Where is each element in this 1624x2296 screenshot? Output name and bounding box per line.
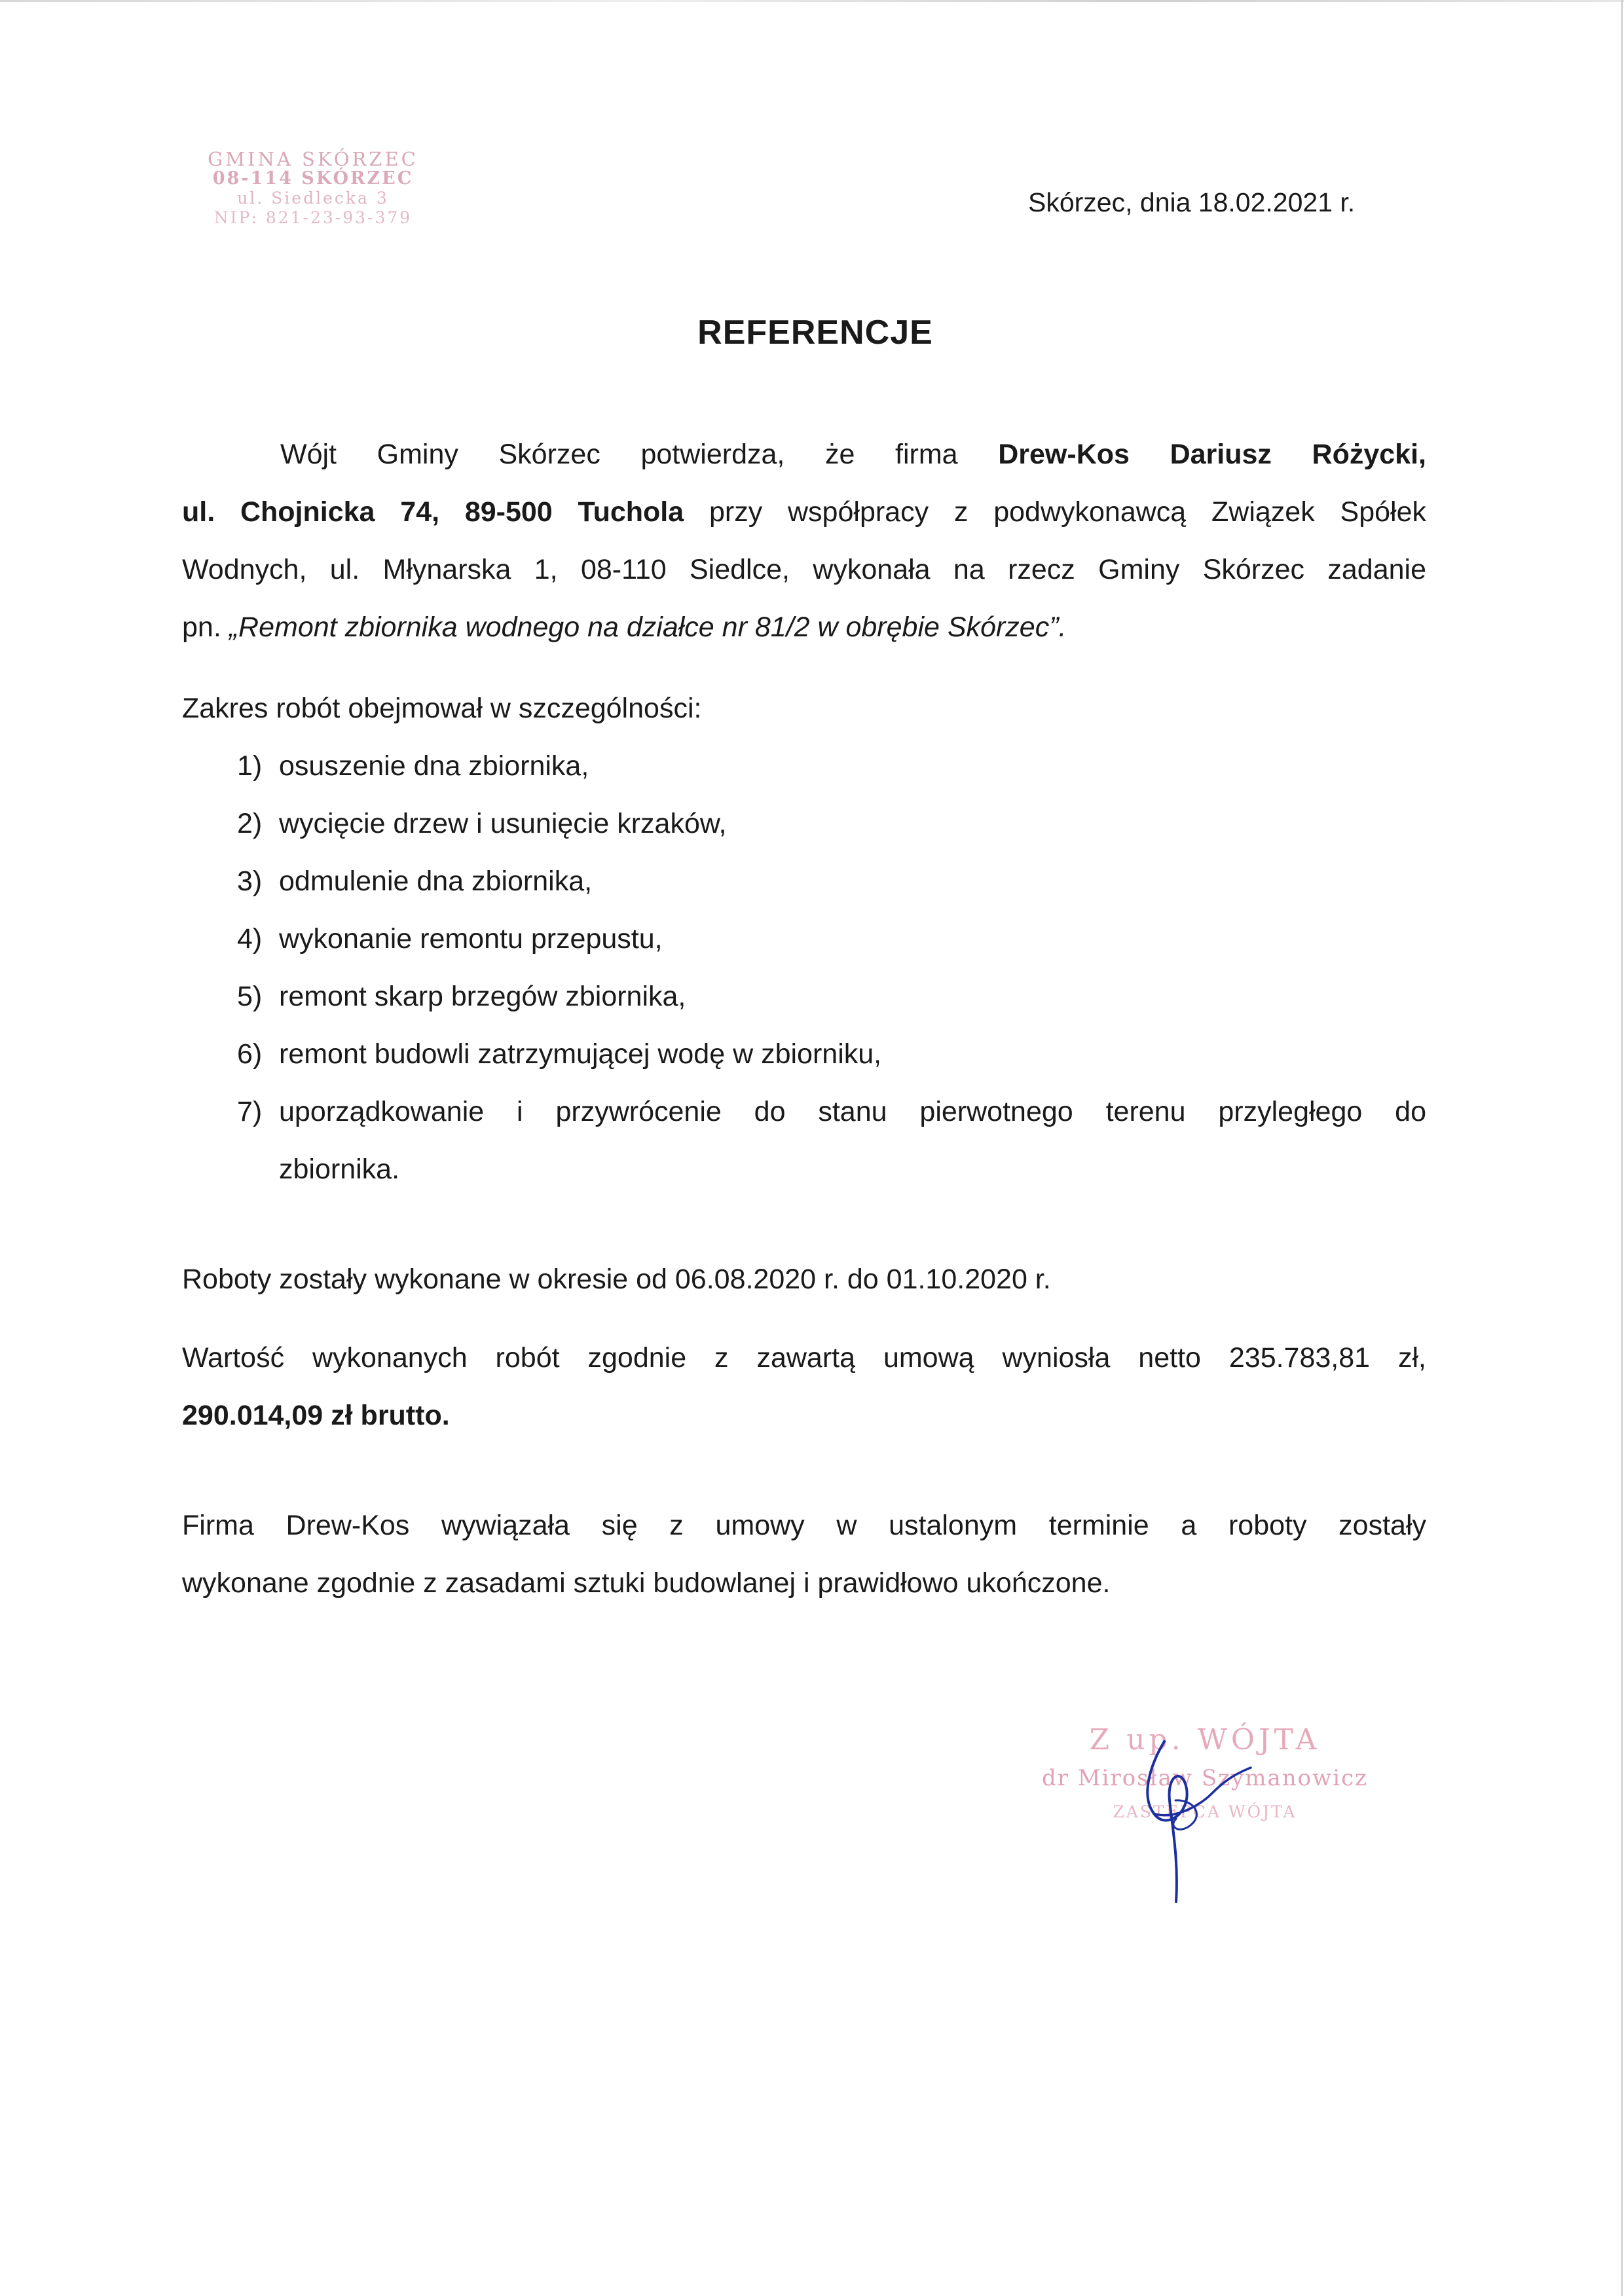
list-text: uporządkowanie i przywrócenie do stanu pierwotnego terenu przyległego do <box>279 1096 1426 1127</box>
handwritten-signature <box>1113 1715 1349 1905</box>
stamp-line-2: 08-114 SKÓRZEC <box>212 168 414 189</box>
place-date: Skórzec, dnia 18.02.2021 r. <box>1028 187 1356 217</box>
stamp-line-1: GMINA SKÓRZEC <box>208 148 418 170</box>
list-item <box>237 981 686 1013</box>
signature-stamp-line-2: dr Mirosław Szymanowicz <box>1041 1765 1369 1791</box>
closing-line-2: wykonane zgodnie z zasadami sztuki budowlanej i prawidłowo ukończone. <box>182 1567 1111 1599</box>
stamp-line-3: ul. Siedlecka 3 <box>237 189 389 208</box>
intro-line-2 <box>182 496 1426 528</box>
intro-line-1 <box>280 439 1426 471</box>
list-text: wykonanie remontu przepustu, <box>279 923 663 955</box>
list-item <box>237 1096 1426 1128</box>
intro-line-4 <box>182 611 1426 644</box>
company-name: Drew-Kos Dariusz Różycki, <box>998 439 1426 470</box>
list-item-continuation: zbiornika. <box>279 1154 400 1185</box>
list-number: 3) <box>237 866 263 897</box>
list-text: remont budowli zatrzymującej wodę w zbiorniku, <box>279 1038 882 1070</box>
intro-text: pn. <box>182 611 229 643</box>
list-number: 2) <box>237 808 263 839</box>
list-text: wycięcie drzew i usunięcie krzaków, <box>279 808 727 839</box>
stamp-line-4: NIP: 821-23-93-379 <box>213 208 413 227</box>
task-name: „Remont zbiornika wodnego na działce nr 81/2 w obrębie Skórzec”. <box>229 611 1067 643</box>
list-number: 6) <box>237 1038 263 1070</box>
list-number: 4) <box>237 923 263 955</box>
company-address: ul. Chojnicka 74, 89-500 Tuchola <box>182 496 684 528</box>
list-text: osuszenie dna zbiornika, <box>279 750 589 782</box>
closing-line-1: Firma Drew-Kos wywiązała się z umowy w ustalonym terminie a roboty zostały <box>182 1510 1426 1541</box>
list-text: odmulenie dna zbiornika, <box>279 866 593 897</box>
list-item <box>237 808 727 840</box>
scan-edge-top <box>0 0 1624 2</box>
signature-stamp-line-3: ZASTĘPCA WÓJTA <box>1113 1802 1297 1821</box>
intro-text: przy współpracy z podwykonawcą Związek Spółek <box>684 496 1426 528</box>
signature-stamp-line-1: Z up. WÓJTA <box>1089 1723 1321 1757</box>
list-text: remont skarp brzegów zbiornika, <box>279 981 686 1012</box>
scope-heading: Zakres robót obejmował w szczególności: <box>182 693 702 724</box>
document-title: REFERENCJE <box>697 314 933 352</box>
intro-text: Wójt Gminy Skórzec potwierdza, że firma <box>280 439 999 470</box>
intro-line-3: Wodnych, ul. Młynarska 1, 08-110 Siedlce, wykonała na rzecz Gminy Skórzec zadanie <box>182 554 1426 585</box>
list-item <box>237 750 589 782</box>
work-period: Roboty zostały wykonane w okresie od 06.08.2020 r. do 01.10.2020 r. <box>182 1264 1051 1295</box>
list-item <box>237 1038 881 1070</box>
list-item <box>237 923 663 955</box>
value-line-2 <box>182 1400 1426 1432</box>
gross-value: 290.014,09 zł brutto. <box>182 1400 450 1431</box>
list-item <box>237 866 592 898</box>
office-stamp <box>175 149 451 228</box>
value-line-1: Wartość wykonanych robót zgodnie z zawartą umową wyniosła netto 235.783,81 zł, <box>182 1342 1426 1374</box>
list-number: 7) <box>237 1096 263 1127</box>
list-number: 1) <box>237 750 263 782</box>
list-number: 5) <box>237 981 263 1012</box>
